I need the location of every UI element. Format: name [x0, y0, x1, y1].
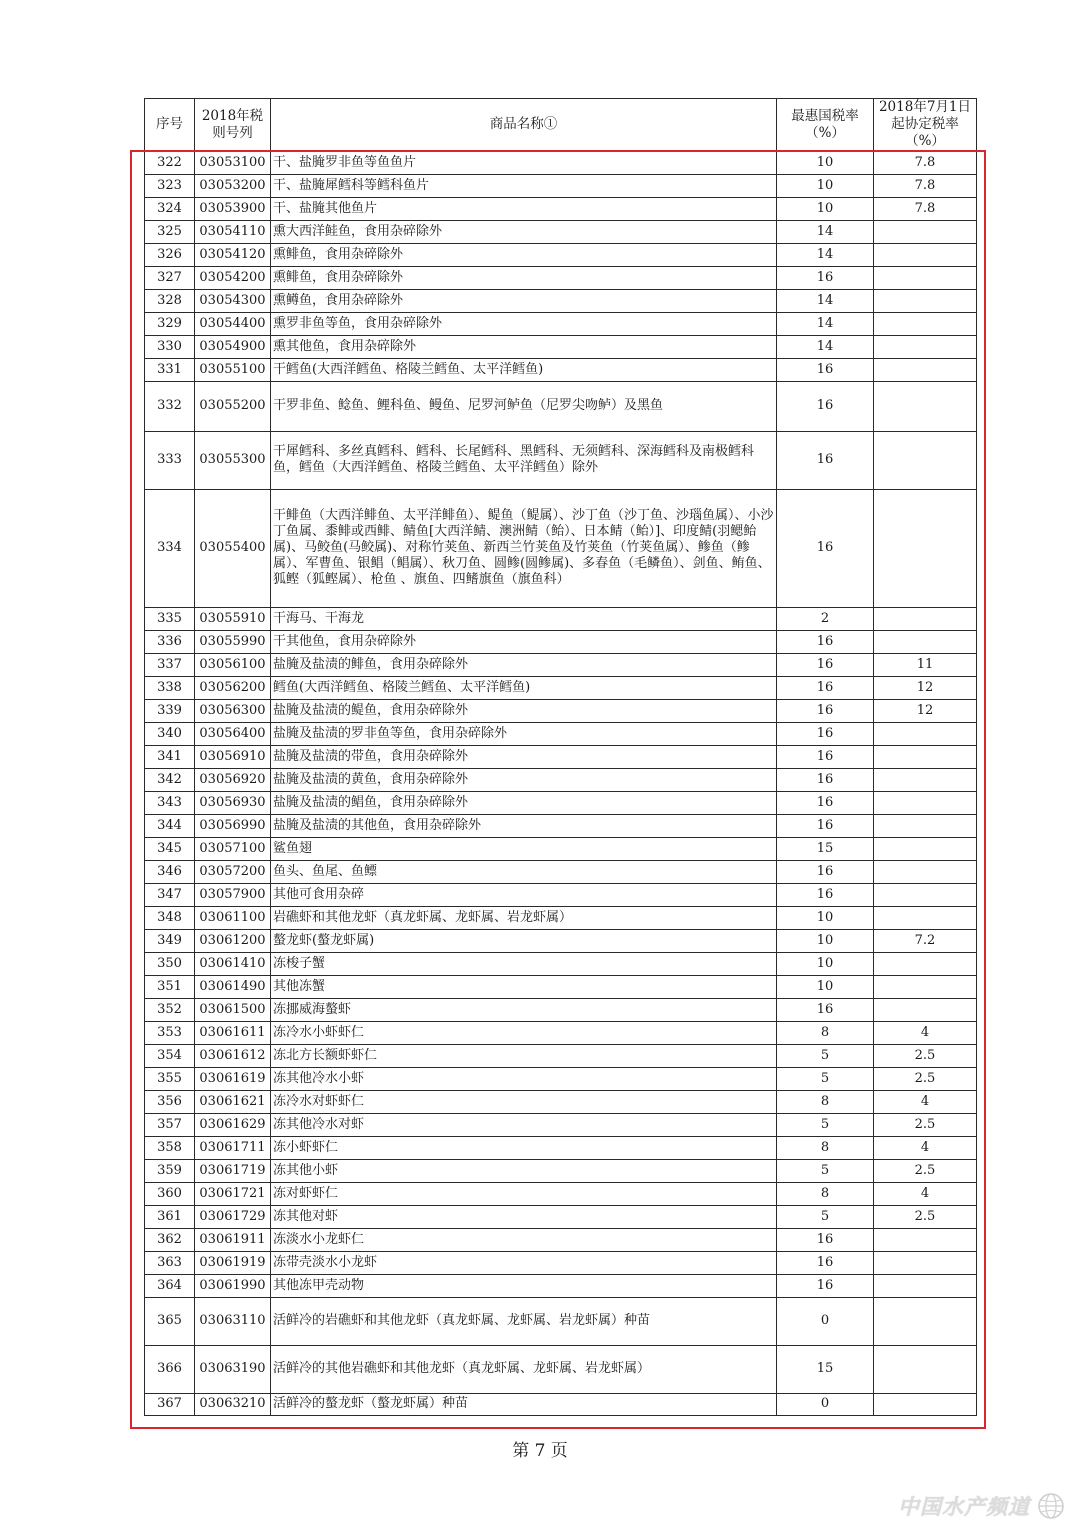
row-agreement-rate — [874, 1251, 977, 1274]
table-row — [145, 1113, 977, 1136]
row-product-name: 其他冻蟹 — [271, 975, 777, 998]
row-tariff-code: 03057200 — [195, 860, 271, 883]
row-mfn-rate: 16 — [777, 653, 874, 676]
table-row — [145, 883, 977, 906]
row-mfn-rate: 2 — [777, 607, 874, 630]
row-agreement-rate: 7.2 — [874, 929, 977, 952]
row-serial-no: 360 — [145, 1182, 195, 1205]
row-agreement-rate — [874, 906, 977, 929]
row-mfn-rate: 15 — [777, 1345, 874, 1393]
row-product-name: 冻其他冷水对虾 — [271, 1113, 777, 1136]
row-agreement-rate — [874, 860, 977, 883]
row-serial-no: 322 — [145, 151, 195, 174]
row-tariff-code: 03056400 — [195, 722, 271, 745]
row-serial-no: 323 — [145, 174, 195, 197]
row-mfn-rate: 16 — [777, 431, 874, 489]
row-serial-no: 367 — [145, 1393, 195, 1415]
table-row — [145, 1274, 977, 1297]
header-agreement-rate: 2018年7月1日起协定税率（%） — [874, 99, 977, 152]
row-product-name: 盐腌及盐渍的其他鱼，食用杂碎除外 — [271, 814, 777, 837]
row-agreement-rate — [874, 381, 977, 431]
row-serial-no: 357 — [145, 1113, 195, 1136]
watermark — [898, 1491, 1066, 1521]
header-serial-no: 序号 — [145, 99, 195, 152]
row-agreement-rate — [874, 768, 977, 791]
row-product-name: 冻其他小虾 — [271, 1159, 777, 1182]
row-product-name: 干、盐腌罗非鱼等鱼鱼片 — [271, 151, 777, 174]
row-agreement-rate — [874, 489, 977, 607]
row-serial-no: 342 — [145, 768, 195, 791]
row-product-name: 熏鲱鱼，食用杂碎除外 — [271, 266, 777, 289]
header-mfn-rate: 最惠国税率（%） — [777, 99, 874, 152]
row-product-name: 盐腌及盐渍的鲳鱼，食用杂碎除外 — [271, 791, 777, 814]
row-product-name: 冻挪威海螯虾 — [271, 998, 777, 1021]
row-tariff-code: 03061200 — [195, 929, 271, 952]
table-row — [145, 814, 977, 837]
row-tariff-code: 03061611 — [195, 1021, 271, 1044]
row-agreement-rate — [874, 837, 977, 860]
table-row — [145, 1182, 977, 1205]
row-agreement-rate — [874, 998, 977, 1021]
row-mfn-rate: 16 — [777, 1274, 874, 1297]
row-mfn-rate: 5 — [777, 1205, 874, 1228]
row-agreement-rate — [874, 745, 977, 768]
table-row — [145, 1228, 977, 1251]
row-mfn-rate: 0 — [777, 1297, 874, 1345]
row-mfn-rate: 16 — [777, 358, 874, 381]
table-row — [145, 952, 977, 975]
row-serial-no: 338 — [145, 676, 195, 699]
row-serial-no: 350 — [145, 952, 195, 975]
row-agreement-rate — [874, 243, 977, 266]
row-serial-no: 359 — [145, 1159, 195, 1182]
row-mfn-rate: 14 — [777, 312, 874, 335]
table-row — [145, 1251, 977, 1274]
row-mfn-rate: 16 — [777, 860, 874, 883]
table-row — [145, 197, 977, 220]
table-row — [145, 381, 977, 431]
row-mfn-rate: 16 — [777, 676, 874, 699]
row-product-name: 干罗非鱼、鲶鱼、鲤科鱼、鳗鱼、尼罗河鲈鱼（尼罗尖吻鲈）及黑鱼 — [271, 381, 777, 431]
row-tariff-code: 03056100 — [195, 653, 271, 676]
row-agreement-rate: 2.5 — [874, 1067, 977, 1090]
row-mfn-rate: 10 — [777, 174, 874, 197]
row-serial-no: 361 — [145, 1205, 195, 1228]
row-mfn-rate: 15 — [777, 837, 874, 860]
row-agreement-rate — [874, 220, 977, 243]
row-agreement-rate — [874, 312, 977, 335]
row-serial-no: 325 — [145, 220, 195, 243]
row-product-name: 熏其他鱼，食用杂碎除外 — [271, 335, 777, 358]
tariff-table — [144, 98, 977, 1416]
row-mfn-rate: 10 — [777, 906, 874, 929]
row-agreement-rate — [874, 814, 977, 837]
row-product-name: 冻梭子蟹 — [271, 952, 777, 975]
row-product-name: 干、盐腌其他鱼片 — [271, 197, 777, 220]
row-tariff-code: 03063110 — [195, 1297, 271, 1345]
row-agreement-rate — [874, 1393, 977, 1415]
table-row — [145, 768, 977, 791]
row-tariff-code: 03061100 — [195, 906, 271, 929]
row-agreement-rate — [874, 335, 977, 358]
table-row — [145, 676, 977, 699]
table-row — [145, 745, 977, 768]
table-row — [145, 431, 977, 489]
row-agreement-rate — [874, 722, 977, 745]
row-mfn-rate: 16 — [777, 381, 874, 431]
table-row — [145, 312, 977, 335]
row-mfn-rate: 5 — [777, 1113, 874, 1136]
row-mfn-rate: 16 — [777, 745, 874, 768]
row-serial-no: 348 — [145, 906, 195, 929]
table-row — [145, 1067, 977, 1090]
row-tariff-code: 03061619 — [195, 1067, 271, 1090]
table-row — [145, 1345, 977, 1393]
row-serial-no: 332 — [145, 381, 195, 431]
table-row — [145, 243, 977, 266]
table-row — [145, 1205, 977, 1228]
row-tariff-code: 03054110 — [195, 220, 271, 243]
row-serial-no: 335 — [145, 607, 195, 630]
row-tariff-code: 03061500 — [195, 998, 271, 1021]
row-mfn-rate: 5 — [777, 1159, 874, 1182]
table-row — [145, 335, 977, 358]
row-mfn-rate: 8 — [777, 1021, 874, 1044]
row-tariff-code: 03053100 — [195, 151, 271, 174]
row-product-name: 盐腌及盐渍的带鱼，食用杂碎除外 — [271, 745, 777, 768]
row-mfn-rate: 14 — [777, 335, 874, 358]
row-agreement-rate: 7.8 — [874, 197, 977, 220]
row-serial-no: 343 — [145, 791, 195, 814]
row-product-name: 干其他鱼，食用杂碎除外 — [271, 630, 777, 653]
row-product-name: 冻带壳淡水小龙虾 — [271, 1251, 777, 1274]
table-row — [145, 653, 977, 676]
row-tariff-code: 03055300 — [195, 431, 271, 489]
table-row — [145, 289, 977, 312]
row-serial-no: 345 — [145, 837, 195, 860]
row-serial-no: 336 — [145, 630, 195, 653]
row-agreement-rate — [874, 358, 977, 381]
row-product-name: 冻冷水对虾虾仁 — [271, 1090, 777, 1113]
row-serial-no: 353 — [145, 1021, 195, 1044]
row-mfn-rate: 14 — [777, 243, 874, 266]
row-product-name: 冻淡水小龙虾仁 — [271, 1228, 777, 1251]
table-row — [145, 837, 977, 860]
table-row — [145, 1297, 977, 1345]
row-serial-no: 341 — [145, 745, 195, 768]
table-row — [145, 174, 977, 197]
row-mfn-rate: 10 — [777, 975, 874, 998]
row-agreement-rate — [874, 791, 977, 814]
row-tariff-code: 03055990 — [195, 630, 271, 653]
row-agreement-rate: 4 — [874, 1090, 977, 1113]
row-tariff-code: 03056930 — [195, 791, 271, 814]
row-tariff-code: 03061719 — [195, 1159, 271, 1182]
row-product-name: 冻其他对虾 — [271, 1205, 777, 1228]
row-product-name: 熏大西洋鲑鱼，食用杂碎除外 — [271, 220, 777, 243]
row-mfn-rate: 10 — [777, 151, 874, 174]
table-row — [145, 220, 977, 243]
row-mfn-rate: 16 — [777, 791, 874, 814]
table-row — [145, 791, 977, 814]
row-serial-no: 334 — [145, 489, 195, 607]
row-tariff-code: 03053900 — [195, 197, 271, 220]
table-row — [145, 1044, 977, 1067]
table-row — [145, 1393, 977, 1415]
row-agreement-rate: 2.5 — [874, 1159, 977, 1182]
table-row — [145, 489, 977, 607]
table-row — [145, 998, 977, 1021]
row-tariff-code: 03054400 — [195, 312, 271, 335]
row-mfn-rate: 8 — [777, 1090, 874, 1113]
table-row — [145, 906, 977, 929]
row-product-name: 鲨鱼翅 — [271, 837, 777, 860]
row-serial-no: 351 — [145, 975, 195, 998]
row-agreement-rate: 4 — [874, 1021, 977, 1044]
row-tariff-code: 03055400 — [195, 489, 271, 607]
table-row — [145, 1136, 977, 1159]
row-product-name: 熏鳟鱼，食用杂碎除外 — [271, 289, 777, 312]
row-mfn-rate: 8 — [777, 1136, 874, 1159]
row-mfn-rate: 16 — [777, 998, 874, 1021]
row-serial-no: 331 — [145, 358, 195, 381]
row-serial-no: 330 — [145, 335, 195, 358]
row-product-name: 干、盐腌犀鳕科等鳕科鱼片 — [271, 174, 777, 197]
row-product-name: 干鲱鱼（大西洋鲱鱼、太平洋鲱鱼）、鳀鱼（鳀属）、沙丁鱼（沙丁鱼、沙瑙鱼属）、小沙丁鱼属、黍鲱或西鲱、鲭鱼[大西洋鲭、澳洲鲭（鲐）、日本鲭（鲐）]、印度鲭(羽鳃鲐属)、马鲛鱼(马鲛属)、对称竹荚鱼、新西兰竹荚鱼及竹荚鱼（竹荚鱼属）、鲹鱼（鲹属）、军曹鱼、银鲳（鲳属）、秋刀鱼、圆鲹(圆鲹属)、多春鱼（毛鳞鱼）、剑鱼、鲔鱼、狐鲣（狐鲣属）、枪鱼 、旗鱼、四鳍旗鱼（旗鱼科） — [271, 489, 777, 607]
row-serial-no: 352 — [145, 998, 195, 1021]
row-product-name: 岩礁虾和其他龙虾（真龙虾属、龙虾属、岩龙虾属） — [271, 906, 777, 929]
row-tariff-code: 03061410 — [195, 952, 271, 975]
row-tariff-code: 03061919 — [195, 1251, 271, 1274]
row-mfn-rate: 10 — [777, 197, 874, 220]
row-serial-no: 366 — [145, 1345, 195, 1393]
row-agreement-rate — [874, 1228, 977, 1251]
row-agreement-rate: 4 — [874, 1136, 977, 1159]
row-product-name: 熏罗非鱼等鱼，食用杂碎除外 — [271, 312, 777, 335]
row-tariff-code: 03063190 — [195, 1345, 271, 1393]
row-serial-no: 358 — [145, 1136, 195, 1159]
row-agreement-rate: 2.5 — [874, 1205, 977, 1228]
table-row — [145, 151, 977, 174]
row-serial-no: 337 — [145, 653, 195, 676]
row-mfn-rate: 16 — [777, 266, 874, 289]
row-tariff-code: 03056920 — [195, 768, 271, 791]
row-mfn-rate: 16 — [777, 1228, 874, 1251]
row-product-name: 盐腌及盐渍的鲱鱼，食用杂碎除外 — [271, 653, 777, 676]
row-serial-no: 362 — [145, 1228, 195, 1251]
row-agreement-rate — [874, 952, 977, 975]
row-product-name: 鳕鱼(大西洋鳕鱼、格陵兰鳕鱼、太平洋鳕鱼) — [271, 676, 777, 699]
row-serial-no: 355 — [145, 1067, 195, 1090]
row-tariff-code: 03057900 — [195, 883, 271, 906]
row-mfn-rate: 16 — [777, 489, 874, 607]
row-mfn-rate: 5 — [777, 1044, 874, 1067]
row-product-name: 盐腌及盐渍的罗非鱼等鱼，食用杂碎除外 — [271, 722, 777, 745]
header-tariff-code: 2018年税则号列 — [195, 99, 271, 152]
row-product-name: 鱼头、鱼尾、鱼鳔 — [271, 860, 777, 883]
row-tariff-code: 03056990 — [195, 814, 271, 837]
row-agreement-rate — [874, 883, 977, 906]
row-mfn-rate: 16 — [777, 814, 874, 837]
row-serial-no: 340 — [145, 722, 195, 745]
row-product-name: 冻冷水小虾虾仁 — [271, 1021, 777, 1044]
row-agreement-rate — [874, 1274, 977, 1297]
row-serial-no: 327 — [145, 266, 195, 289]
row-serial-no: 363 — [145, 1251, 195, 1274]
row-tariff-code: 03061621 — [195, 1090, 271, 1113]
row-product-name: 其他可食用杂碎 — [271, 883, 777, 906]
row-product-name: 盐腌及盐渍的黄鱼，食用杂碎除外 — [271, 768, 777, 791]
row-tariff-code: 03061911 — [195, 1228, 271, 1251]
row-mfn-rate: 10 — [777, 929, 874, 952]
row-tariff-code: 03061490 — [195, 975, 271, 998]
table-row — [145, 1090, 977, 1113]
row-serial-no: 324 — [145, 197, 195, 220]
row-product-name: 活鲜冷的其他岩礁虾和其他龙虾（真龙虾属、龙虾属、岩龙虾属） — [271, 1345, 777, 1393]
row-mfn-rate: 8 — [777, 1182, 874, 1205]
table-row — [145, 860, 977, 883]
table-row — [145, 929, 977, 952]
row-mfn-rate: 16 — [777, 883, 874, 906]
row-mfn-rate: 16 — [777, 630, 874, 653]
row-tariff-code: 03061711 — [195, 1136, 271, 1159]
table-row — [145, 975, 977, 998]
row-mfn-rate: 14 — [777, 220, 874, 243]
row-serial-no: 364 — [145, 1274, 195, 1297]
row-product-name: 干鳕鱼(大西洋鳕鱼、格陵兰鳕鱼、太平洋鳕鱼) — [271, 358, 777, 381]
table-header-row — [145, 99, 977, 152]
row-tariff-code: 03056910 — [195, 745, 271, 768]
row-serial-no: 329 — [145, 312, 195, 335]
row-serial-no: 354 — [145, 1044, 195, 1067]
row-tariff-code: 03063210 — [195, 1393, 271, 1415]
table-row — [145, 630, 977, 653]
row-agreement-rate — [874, 289, 977, 312]
row-tariff-code: 03054200 — [195, 266, 271, 289]
row-tariff-code: 03056200 — [195, 676, 271, 699]
row-agreement-rate — [874, 975, 977, 998]
table-row — [145, 1159, 977, 1182]
row-serial-no: 339 — [145, 699, 195, 722]
row-mfn-rate: 10 — [777, 952, 874, 975]
row-mfn-rate: 16 — [777, 699, 874, 722]
row-tariff-code: 03055200 — [195, 381, 271, 431]
row-product-name: 活鲜冷的螯龙虾（螯龙虾属）种苗 — [271, 1393, 777, 1415]
row-agreement-rate: 2.5 — [874, 1113, 977, 1136]
row-mfn-rate: 16 — [777, 768, 874, 791]
table-row — [145, 722, 977, 745]
row-tariff-code: 03056300 — [195, 699, 271, 722]
row-serial-no: 344 — [145, 814, 195, 837]
row-tariff-code: 03054120 — [195, 243, 271, 266]
row-product-name: 熏鲱鱼，食用杂碎除外 — [271, 243, 777, 266]
row-agreement-rate: 7.8 — [874, 174, 977, 197]
row-product-name: 冻对虾虾仁 — [271, 1182, 777, 1205]
row-mfn-rate: 14 — [777, 289, 874, 312]
row-tariff-code: 03053200 — [195, 174, 271, 197]
row-agreement-rate — [874, 607, 977, 630]
row-tariff-code: 03055100 — [195, 358, 271, 381]
row-serial-no: 328 — [145, 289, 195, 312]
row-mfn-rate: 16 — [777, 722, 874, 745]
row-tariff-code: 03057100 — [195, 837, 271, 860]
row-agreement-rate: 12 — [874, 676, 977, 699]
row-agreement-rate: 12 — [874, 699, 977, 722]
row-mfn-rate: 0 — [777, 1393, 874, 1415]
row-product-name: 盐腌及盐渍的鳀鱼，食用杂碎除外 — [271, 699, 777, 722]
row-agreement-rate — [874, 1297, 977, 1345]
row-agreement-rate — [874, 1345, 977, 1393]
row-tariff-code: 03054900 — [195, 335, 271, 358]
row-tariff-code: 03061629 — [195, 1113, 271, 1136]
row-product-name: 冻小虾虾仁 — [271, 1136, 777, 1159]
row-product-name: 冻其他冷水小虾 — [271, 1067, 777, 1090]
table-row — [145, 699, 977, 722]
watermark-text: 中国水产频道 — [898, 1496, 1030, 1519]
header-product-name: 商品名称① — [271, 99, 777, 152]
row-serial-no: 365 — [145, 1297, 195, 1345]
row-serial-no: 347 — [145, 883, 195, 906]
row-serial-no: 356 — [145, 1090, 195, 1113]
row-product-name: 活鲜冷的岩礁虾和其他龙虾（真龙虾属、龙虾属、岩龙虾属）种苗 — [271, 1297, 777, 1345]
row-tariff-code: 03061990 — [195, 1274, 271, 1297]
row-tariff-code: 03054300 — [195, 289, 271, 312]
row-mfn-rate: 16 — [777, 1251, 874, 1274]
row-agreement-rate: 2.5 — [874, 1044, 977, 1067]
row-tariff-code: 03055910 — [195, 607, 271, 630]
row-serial-no: 326 — [145, 243, 195, 266]
table-row — [145, 607, 977, 630]
table-row — [145, 1021, 977, 1044]
page-number: 第 7 页 — [512, 1441, 568, 1461]
row-tariff-code: 03061729 — [195, 1205, 271, 1228]
row-agreement-rate: 11 — [874, 653, 977, 676]
row-product-name: 其他冻甲壳动物 — [271, 1274, 777, 1297]
globe-icon — [1036, 1491, 1066, 1521]
row-agreement-rate — [874, 630, 977, 653]
row-product-name: 冻北方长额虾虾仁 — [271, 1044, 777, 1067]
row-mfn-rate: 5 — [777, 1067, 874, 1090]
row-product-name: 干犀鳕科、多丝真鳕科、鳕科、长尾鳕科、黑鳕科、无须鳕科、深海鳕科及南极鳕科鱼，鳕鱼（大西洋鳕鱼、格陵兰鳕鱼、太平洋鳕鱼）除外 — [271, 431, 777, 489]
row-serial-no: 333 — [145, 431, 195, 489]
row-serial-no: 349 — [145, 929, 195, 952]
row-product-name: 螯龙虾(螯龙虾属) — [271, 929, 777, 952]
table-row — [145, 358, 977, 381]
row-serial-no: 346 — [145, 860, 195, 883]
row-agreement-rate — [874, 431, 977, 489]
row-agreement-rate: 4 — [874, 1182, 977, 1205]
row-product-name: 干海马、干海龙 — [271, 607, 777, 630]
table-row — [145, 266, 977, 289]
row-agreement-rate — [874, 266, 977, 289]
row-tariff-code: 03061721 — [195, 1182, 271, 1205]
row-tariff-code: 03061612 — [195, 1044, 271, 1067]
row-agreement-rate: 7.8 — [874, 151, 977, 174]
